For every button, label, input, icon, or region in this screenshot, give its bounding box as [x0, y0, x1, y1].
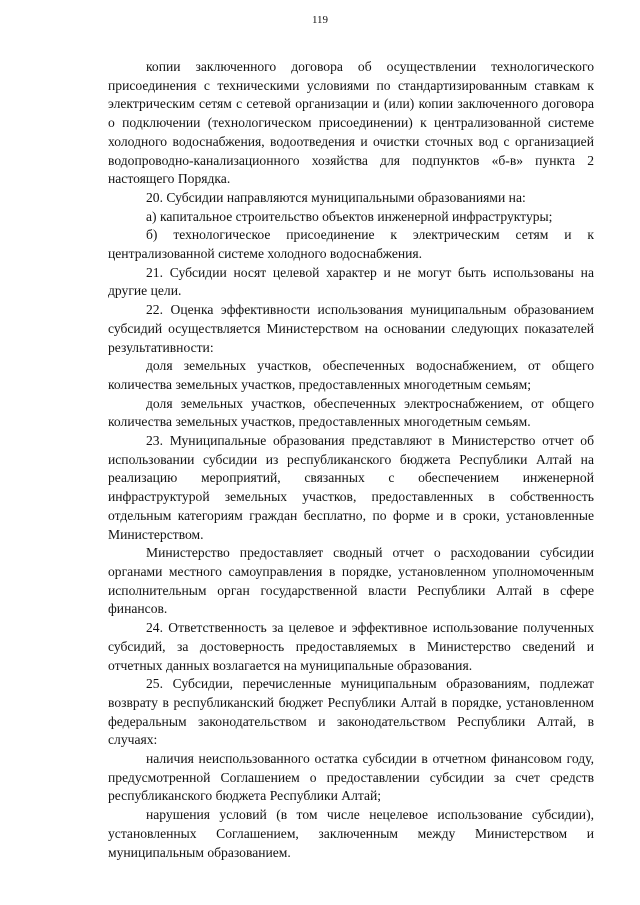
paragraph-1-continuation: копии заключенного договора об осуществлении технологического присоединения с техническими условиями по стандартизированным ставкам к электрическим сетям с сетевой организации и (или) копии заключенного договора о подключении (технологическом присоединении) к централизованной системе холодного водоснабжения, водоотведения и очистки сточных вод с организацией водопроводно-канализационного хозяйства для подпунктов «б-в» пункта 2 настоящего Порядка. [108, 59, 594, 187]
paragraph-20-b: б) технологическое присоединение к электрическим сетям и к централизованной системе холодного водоснабжения. [108, 227, 594, 262]
paragraph-22-indicator-electric: доля земельных участков, обеспеченных электроснабжением, от общего количества земельных участков, предоставленных многодетным семьям. [108, 395, 594, 430]
document-body [108, 58, 594, 862]
paragraph-23: 23. Муниципальные образования представляют в Министерство отчет об использовании субсидии из республиканского бюджета Республики Алтай на реализацию мероприятий, связанных с обеспечением инженерной инфраструктурой земельных участков, предоставленных в собственность отдельным категориям граждан бесплатно, по форме и в сроки, установленные Министерством. [108, 433, 594, 542]
page-number: 119 [311, 14, 329, 26]
paragraph-20-a: а) капитальное строительство объектов инженерной инфраструктуры; [146, 208, 553, 224]
paragraph-25: 25. Субсидии, перечисленные муниципальным образованиям, подлежат возврату в республиканский бюджет Республики Алтай в порядке, установленном федеральным законодательством и законодательством Республики Алтай, в случаях: [108, 676, 594, 748]
paragraph-22: 22. Оценка эффективности использования муниципальным образованием субсидий осуществляется Министерством на основании следующих показателей результативности: [108, 302, 594, 355]
paragraph-25-case-unused: наличия неиспользованного остатка субсидии в отчетном финансовом году, предусмотренной Соглашением о предоставлении субсидии за счет средств республиканского бюджета Республики Алтай; [108, 751, 594, 804]
paragraph-25-case-violation: нарушения условий (в том числе нецелевое использование субсидии), установленных Соглашением, заключенным между Министерством и муниципальным образованием. [108, 807, 594, 860]
paragraph-20: 20. Субсидии направляются муниципальными образованиями на: [146, 189, 526, 205]
paragraph-24: 24. Ответственность за целевое и эффективное использование полученных субсидий, за достоверность предоставляемых в Министерство сведений и отчетных данных возлагается на муниципальные образования. [108, 620, 594, 673]
paragraph-22-indicator-water: доля земельных участков, обеспеченных водоснабжением, от общего количества земельных участков, предоставленных многодетным семьям; [108, 358, 594, 392]
paragraph-23-ministry-report: Министерство предоставляет сводный отчет о расходовании субсидии органами местного самоуправления в порядке, установленном уполномоченным исполнительным орган государственной власти Республики Алтай в сфере финансов. [108, 545, 594, 617]
paragraph-21: 21. Субсидии носят целевой характер и не могут быть использованы на другие цели. [108, 264, 594, 299]
